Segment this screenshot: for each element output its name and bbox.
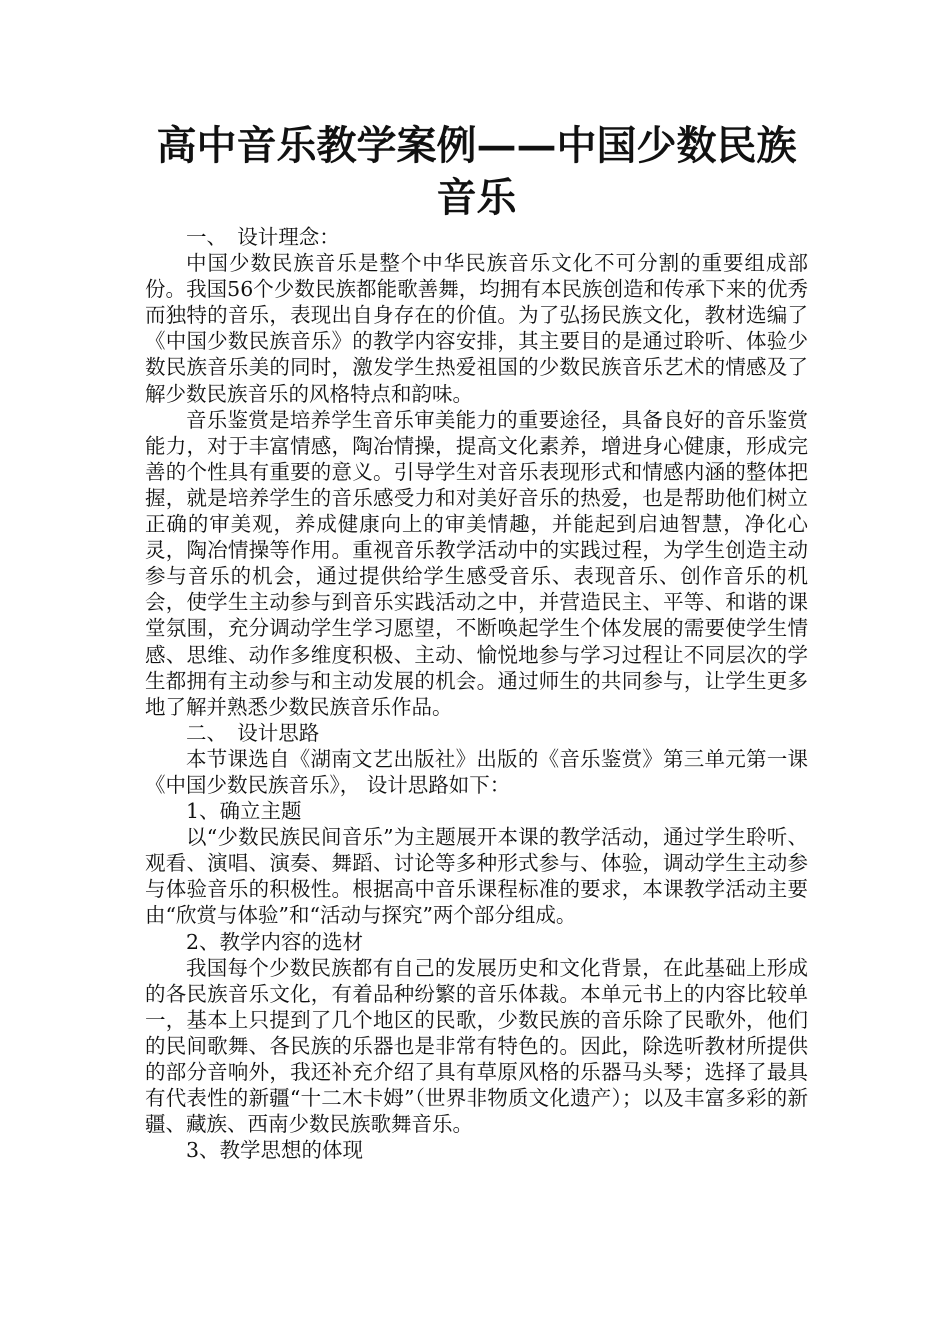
body-paragraph: 以“少数民族民间音乐”为主题展开本课的教学活动，通过学生聆听、观看、演唱、演奏、舞蹈、讨论等多种形式参与、体验，调动学生主动参与体验音乐的积极性。根据高中音乐课程标准的要求，本课教学活动主要由“欣赏与体验”和“活动与探究”两个部分组成。 [145, 825, 808, 928]
subheading-content-selection: 2、教学内容的选材 [186, 929, 364, 954]
subheading-teaching-philosophy: 3、教学思想的体现 [186, 1138, 364, 1163]
section-heading-design-approach: 二、 设计思路 [186, 720, 320, 745]
document-body [145, 120, 808, 1163]
section-heading-design-concept: 一、 设计理念： [186, 225, 340, 249]
body-paragraph: 音乐鉴赏是培养学生音乐审美能力的重要途径，具备良好的音乐鉴赏能力，对于丰富情感，陶冶情操，提高文化素养，增进身心健康，形成完善的个性具有重要的意义。引导学生对音乐表现形式和情感内涵的整体把握，就是培养学生的音乐感受力和对美好音乐的热爱，也是帮助他们树立正确的审美观，养成健康向上的审美情趣，并能起到启迪智慧，净化心灵，陶冶情操等作用。重视音乐教学活动中的实践过程，为学生创造主动参与音乐的机会，通过提供给学生感受音乐、表现音乐、创作音乐的机会，使学生主动参与到音乐实践活动之中，并营造民主、平等、和谐的课堂氛围，充分调动学生学习愿望，不断唤起学生个体发展的需要使学生情感、思维、动作多维度积极、主动、愉悦地参与学习过程让不同层次的学生都拥有主动参与和主动发展的机会。通过师生的共同参与，让学生更多地了解并熟悉少数民族音乐作品。 [145, 407, 808, 719]
body-paragraph: 我国每个少数民族都有自己的发展历史和文化背景，在此基础上形成的各民族音乐文化，有着品种纷繁的音乐体裁。本单元书上的内容比较单一，基本上只提到了几个地区的民歌，少数民族的音乐除了民歌外，他们的民间歌舞、各民族的乐器也是非常有特色的。因此，除选听教材所提供的部分音响外，我还补充介绍了具有草原风格的乐器马头琴；选择了最具有代表性的新疆“十二木卡姆”（世界非物质文化遗产）；以及丰富多彩的新疆、藏族、西南少数民族歌舞音乐。 [145, 955, 808, 1137]
body-paragraph: 中国少数民族音乐是整个中华民族音乐文化不可分割的重要组成部份。我国56个少数民族都能歌善舞，均拥有本民族创造和传承下来的优秀而独特的音乐，表现出自身存在的价值。为了弘扬民族文化，教材选编了《中国少数民族音乐》的教学内容安排，其主要目的是通过聆听、体验少数民族音乐美的同时，激发学生热爱祖国的少数民族音乐艺术的情感及了解少数民族音乐的风格特点和韵味。 [145, 251, 808, 406]
document-title: 高中音乐教学案例——中国少数民族音乐 [156, 122, 797, 221]
subheading-theme: 1、确立主题 [186, 799, 302, 824]
body-paragraph: 本节课选自《湖南文艺出版社》出版的《音乐鉴赏》第三单元第一课《中国少数民族音乐》， 设计思路如下： [145, 746, 808, 797]
